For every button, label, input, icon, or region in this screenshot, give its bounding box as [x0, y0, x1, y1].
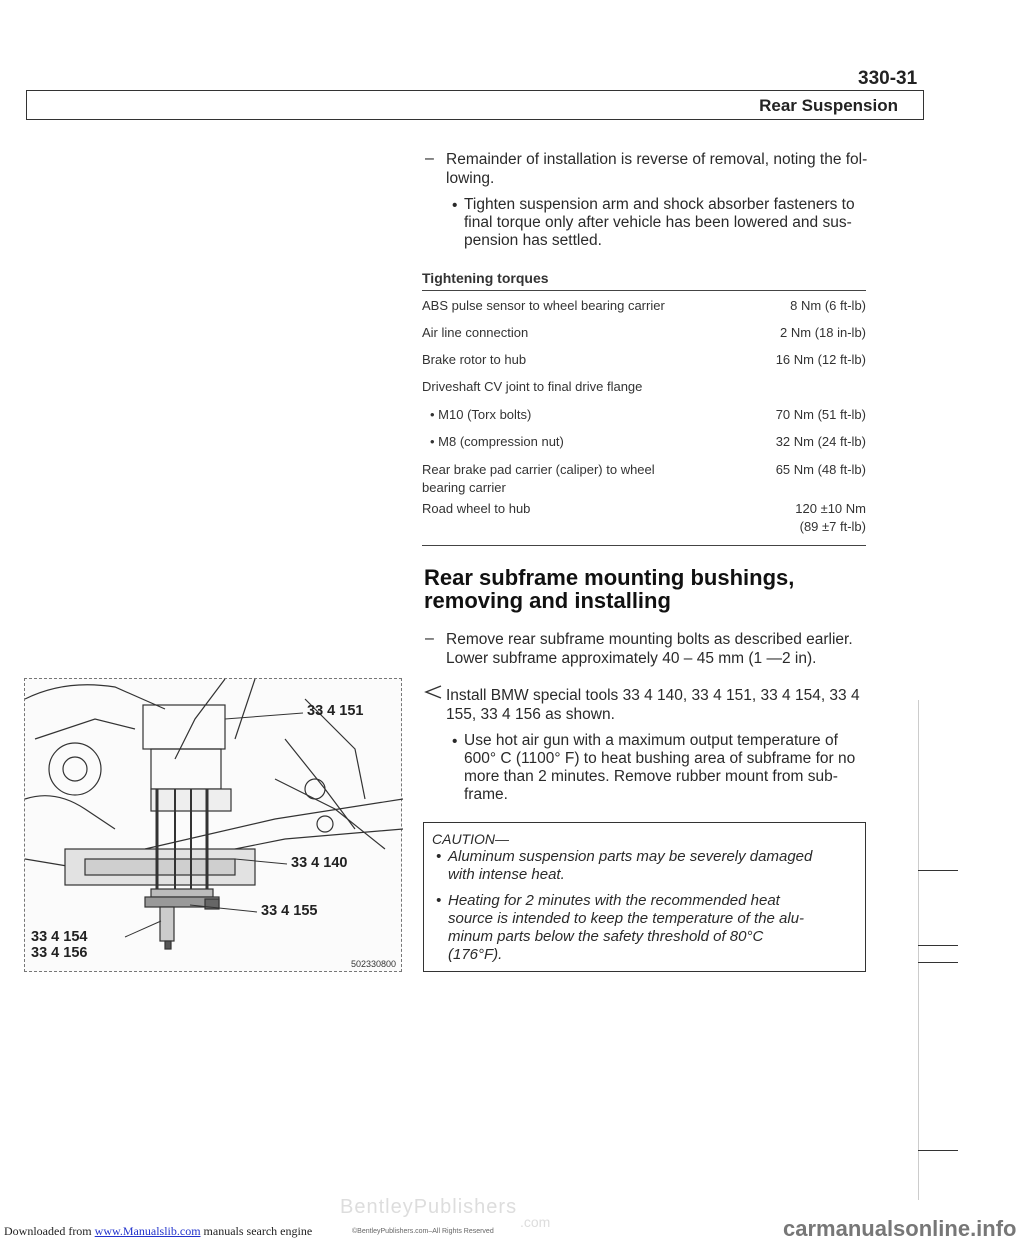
torque-label: • M10 (Torx bolts) — [430, 407, 532, 422]
figure-label-155: 33 4 155 — [261, 903, 318, 919]
manualslib-link[interactable]: www.Manualslib.com — [94, 1224, 201, 1238]
heading-line1: Rear subframe mounting bushings, — [424, 565, 795, 590]
caution-item1-line1: Aluminum suspension parts may be severely damaged — [448, 848, 813, 865]
intro-bullet-line2: final torque only after vehicle has been lowered and sus- — [464, 214, 852, 231]
torque-table — [422, 290, 866, 546]
torque-label: Air line connection — [422, 325, 529, 340]
sub-bullet-line3: more than 2 minutes. Remove rubber mount from sub- — [464, 768, 838, 785]
footer-prefix: Downloaded from — [4, 1224, 92, 1238]
caution-item2-line3: minum parts below the safety threshold of 80°C — [448, 928, 764, 945]
torque-value: 70 Nm (51 ft-lb) — [775, 407, 866, 422]
watermark-logo: BentleyPublishers — [340, 1196, 518, 1218]
margin-tick — [918, 945, 958, 946]
sub-bullet-line2: 600° C (1100° F) to heat bushing area of subframe for no — [464, 750, 856, 767]
intro-text-line1: Remainder of installation is reverse of removal, noting the fol- — [446, 151, 868, 168]
step2-line2: 155, 33 4 156 as shown. — [446, 706, 615, 723]
torque-label: Brake rotor to hub — [422, 352, 527, 367]
watermark-suffix: .com — [520, 1214, 551, 1230]
figure-label-154: 33 4 154 — [31, 929, 88, 945]
torque-label: Road wheel to hub — [422, 501, 531, 516]
torque-value: 65 Nm (48 ft-lb) — [775, 462, 866, 477]
page-number: 330-31 — [858, 68, 918, 89]
figure-label-151: 33 4 151 — [307, 703, 364, 719]
torque-label-cont: bearing carrier — [422, 480, 506, 495]
caution-item2-line2: source is intended to keep the temperature of the alu- — [448, 910, 805, 927]
intro-bullet-line3: pension has settled. — [464, 232, 602, 249]
site-watermark: carmanualsonline.info — [783, 1216, 1017, 1241]
heading-line2: removing and installing — [424, 588, 671, 613]
caution-item2-line1: Heating for 2 minutes with the recommended heat — [448, 892, 780, 909]
torque-value: 120 ±10 Nm — [795, 501, 866, 516]
caution-item2-line4: (176°F). — [448, 946, 503, 963]
step1-line1: Remove rear subframe mounting bolts as described earlier. — [446, 631, 853, 648]
step-dash: – — [425, 150, 434, 167]
torque-value: 2 Nm (18 in-lb) — [780, 325, 866, 340]
torque-label: ABS pulse sensor to wheel bearing carrier — [422, 298, 665, 313]
figure-id: 502330800 — [351, 959, 397, 969]
copyright: ©BentleyPublishers.com–All Rights Reserved — [352, 1228, 494, 1235]
caution-item1-line2: with intense heat. — [448, 866, 565, 883]
margin-tick — [918, 870, 958, 871]
bullet-dot: • — [452, 733, 458, 750]
step-dash: – — [425, 630, 434, 647]
caution-title: CAUTION— — [432, 831, 509, 847]
torque-value-cont: (89 ±7 ft-lb) — [799, 519, 866, 534]
bullet-dot: • — [436, 892, 442, 909]
section-title: Rear Suspension — [759, 96, 898, 115]
bullet-dot: • — [452, 197, 458, 214]
torque-label: Rear brake pad carrier (caliper) to wheel — [422, 462, 655, 477]
margin-line — [918, 700, 919, 1200]
intro-bullet-line1: Tighten suspension arm and shock absorber fasteners to — [464, 196, 855, 213]
margin-tick — [918, 962, 958, 963]
footer-suffix: manuals search engine — [203, 1224, 313, 1238]
torque-label: • M8 (compression nut) — [430, 434, 564, 449]
margin-tick — [918, 1150, 958, 1151]
step1-line2: Lower subframe approximately 40 – 45 mm (1 —2 in). — [446, 650, 817, 667]
step2-line1: Install BMW special tools 33 4 140, 33 4 151, 33 4 154, 33 4 — [446, 687, 860, 704]
section-heading — [424, 566, 794, 612]
download-footer — [4, 1224, 312, 1239]
sub-bullet-line4: frame. — [464, 786, 508, 803]
torque-table-title: Tightening torques — [422, 270, 549, 286]
torque-label: Driveshaft CV joint to final drive flange — [422, 379, 643, 394]
tool-illustration — [24, 678, 402, 972]
torque-value: 32 Nm (24 ft-lb) — [775, 434, 866, 449]
figure-label-140: 33 4 140 — [291, 855, 348, 871]
figure-label-156: 33 4 156 — [31, 945, 88, 961]
sub-bullet-line1: Use hot air gun with a maximum output temperature of — [464, 732, 838, 749]
intro-text-line2: lowing. — [446, 170, 495, 187]
bullet-dot: • — [436, 848, 442, 865]
torque-value: 16 Nm (12 ft-lb) — [775, 352, 866, 367]
torque-value: 8 Nm (6 ft-lb) — [790, 298, 866, 313]
arrow-left-icon — [424, 684, 442, 700]
